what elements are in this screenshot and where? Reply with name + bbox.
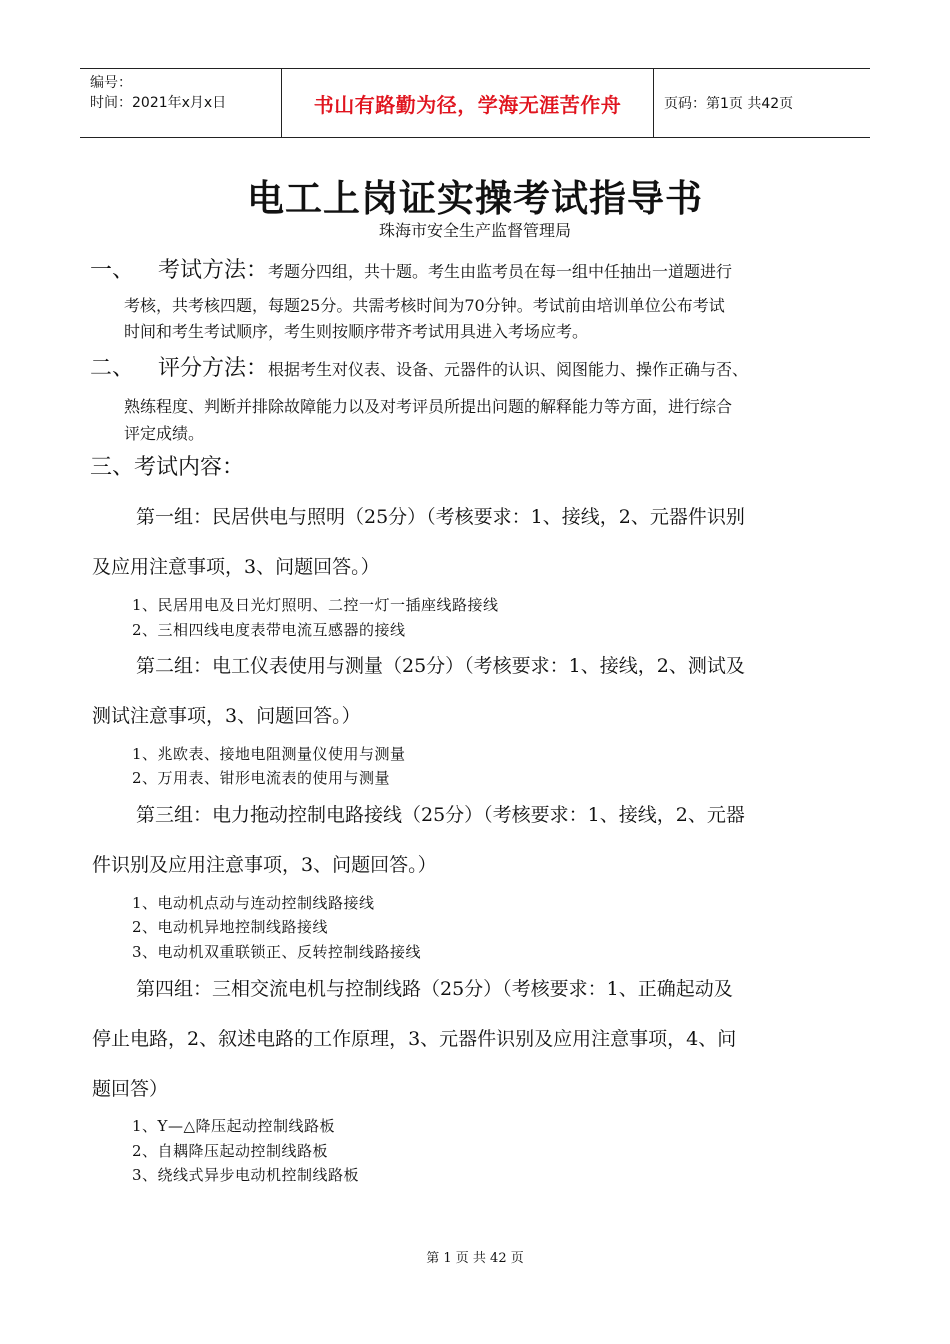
motto: 书山有路勤为径，学海无涯苦作舟: [282, 69, 654, 137]
group-1: [92, 492, 872, 592]
list-item: 3、绕线式异步电动机控制线路板: [132, 1166, 360, 1184]
section-3: [90, 455, 244, 482]
section-1-heading: 考试方法：: [158, 258, 269, 283]
header-meta-cell: [80, 69, 282, 137]
group-4: [92, 964, 872, 1114]
page-footer: 第 1 页 共 42 页: [426, 1251, 524, 1266]
group-1-line-2: 及应用注意事项，3、问题回答。）: [92, 556, 380, 578]
document-subtitle: 珠海市安全生产监督管理局: [378, 221, 571, 240]
group-4-line-1: 第四组：三相交流电机与控制线路（25分）（考核要求：1、正确起动及: [136, 978, 733, 1000]
list-item: 1、Y—△降压起动控制线路板: [132, 1117, 335, 1135]
list-item: 2、自耦降压起动控制线路板: [132, 1142, 329, 1160]
section-2-text-1: 根据考生对仪表、设备、元器件的认识、阅图能力、操作正确与否、: [268, 360, 749, 379]
group-4-line-3: 题回答）: [92, 1078, 169, 1100]
section-1-line-1: [158, 258, 732, 285]
list-item: 2、三相四线电度表带电流互感器的接线: [132, 621, 406, 639]
section-2-text-2: 熟练程度、判断并排除故障能力以及对考评员所提出问题的解释能力等方面，进行综合: [124, 397, 733, 416]
list-item: 2、万用表、钳形电流表的使用与测量: [132, 769, 391, 787]
list-item: 1、兆欧表、接地电阻测量仪使用与测量: [132, 745, 406, 763]
section-1-number: 一、: [90, 258, 135, 283]
section-1-text-1: 考题分四组，共十题。考生由监考员在每一组中任抽出一道题进行: [268, 262, 733, 281]
section-2-line-1: [158, 356, 748, 383]
section-2-text-3: 评定成绩。: [124, 424, 205, 443]
group-2-line-1: 第二组：电工仪表使用与测量（25分）（考核要求：1、接线，2、测试及: [136, 655, 745, 677]
header-table: [80, 68, 870, 138]
section-3-heading: 三、考试内容：: [90, 455, 245, 480]
time-label: 时间：2021年x月x日: [90, 95, 227, 111]
section-1: [90, 258, 134, 285]
group-1-line-1: 第一组：民居供电与照明（25分）（考核要求：1、接线，2、元器件识别: [136, 506, 745, 528]
section-2-heading: 评分方法：: [158, 356, 269, 381]
group-3-line-1: 第三组：电力拖动控制电路接线（25分）（考核要求：1、接线，2、元器: [136, 804, 745, 826]
group-3-line-2: 件识别及应用注意事项，3、问题回答。）: [92, 854, 437, 876]
page-info: 页码：第1页 共42页: [664, 96, 794, 112]
document-title: 电工上岗证实操考试指导书: [247, 177, 703, 220]
number-label: 编号：: [90, 75, 132, 91]
section-1-text-3: 时间和考生考试顺序，考生则按顺序带齐考试用具进入考场应考。: [124, 322, 589, 341]
section-2: [90, 356, 134, 383]
list-item: 1、民居用电及日光灯照明、二控一灯一插座线路接线: [132, 596, 499, 614]
group-2: [92, 641, 872, 741]
list-item: 1、电动机点动与连动控制线路接线: [132, 894, 375, 912]
section-2-number: 二、: [90, 356, 135, 381]
group-4-line-2: 停止电路，2、叙述电路的工作原理，3、元器件识别及应用注意事项，4、问: [92, 1028, 737, 1050]
group-2-line-2: 测试注意事项，3、问题回答。）: [92, 705, 361, 727]
list-item: 2、电动机异地控制线路接线: [132, 918, 329, 936]
list-item: 3、电动机双重联锁正、反转控制线路接线: [132, 943, 422, 961]
group-3: [92, 790, 872, 890]
section-1-text-2: 考核，共考核四题，每题25分。共需考核时间为70分钟。考试前由培训单位公布考试: [124, 296, 725, 315]
